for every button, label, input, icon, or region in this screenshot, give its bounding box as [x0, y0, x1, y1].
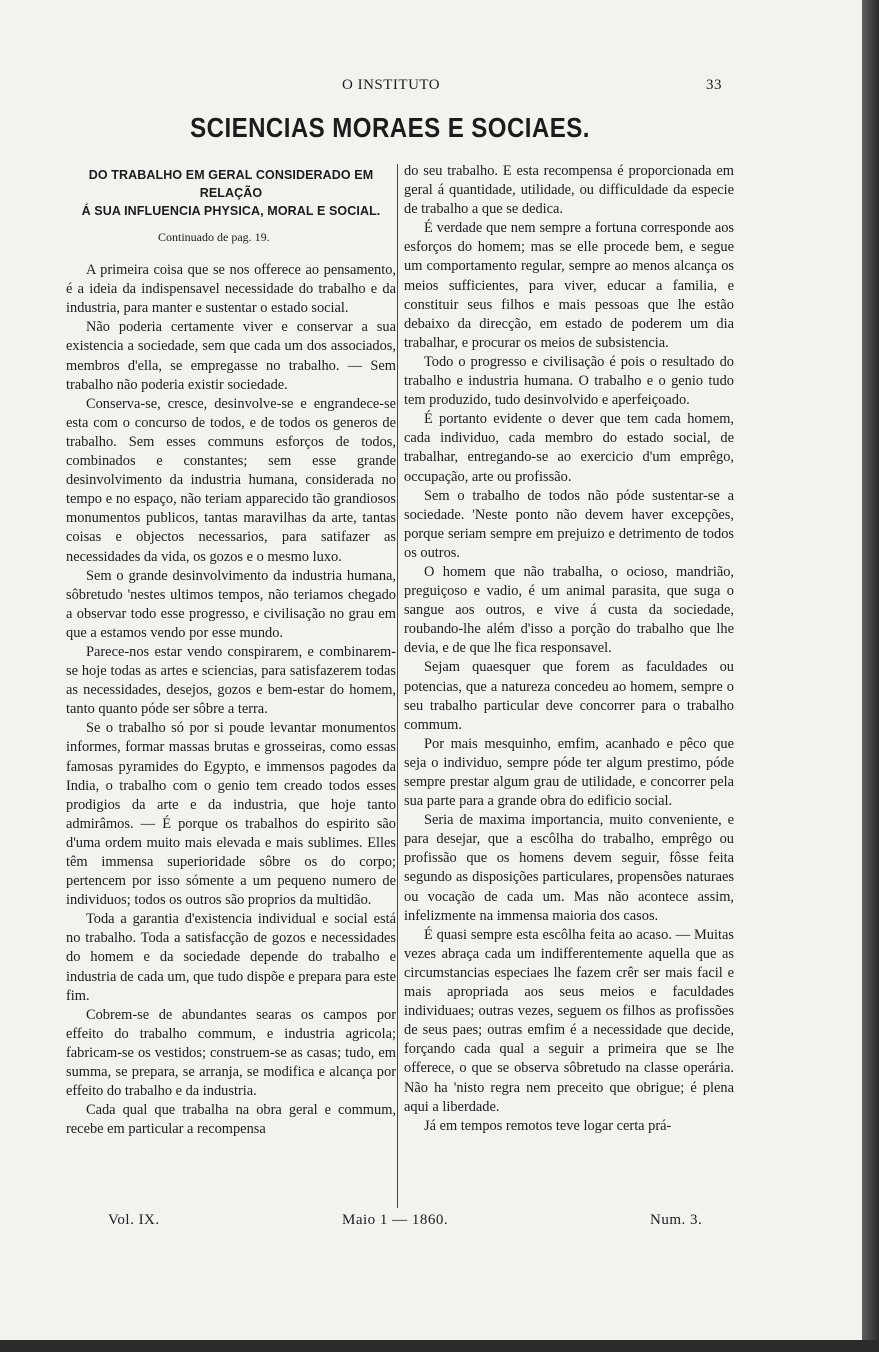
book-edge-right — [862, 0, 879, 1352]
paragraph: Se o trabalho só por si poude levantar monumentos informes, formar massas brutas e grosseiras, como essas famosas pyramides do Egypto, e immensos pagodes da India, o trabalho com o genio tem creado todos esses prodigios da arte e da industria, que hoje tanto admirâmos. — É porque os trabalhos do espirito são d'uma ordem muito mais elevada e mais sublimes. Elles têm immensa superioridade sôbre os do corpo; pertencem por isso sómente a um pequeno numero de individuos; todos os outros são proprios da multidão. — [66, 720, 396, 909]
article-title — [66, 166, 396, 220]
continuation-note: Continuado de pag. 19. — [158, 230, 270, 244]
paragraph: Sem o trabalho de todos não póde sustentar-se a sociedade. 'Neste ponto não devem haver excepções, porque seriam sempre em prejuizo e detrimento de todos os outros. — [404, 487, 734, 561]
paragraph: Sejam quaesquer que forem as faculdades ou potencias, que a natureza concedeu ao homem, sempre o seu trabalho particular deve concorrer para o trabalho commum. — [404, 659, 734, 733]
right-column — [404, 162, 734, 1136]
paragraph: É quasi sempre esta escôlha feita ao acaso. — Muitas vezes abraça cada um indifferentemente aquella que as circumstancias especiaes lhe fazem crêr ser mais facil e mais apropriada aos seus meios e faculdades individuaes; outras vezes, seguem os filhos as profissões de seus paes; outras emfim é a necessidade que decide, forçando cada qual a seguir a primeira que se lhe offerece, o que se observa sôbretudo na classe operária. Não ha 'nisto regra nem preceito que obrigue; é plena aqui a liberdade. — [404, 926, 734, 1115]
paragraph: Já em tempos remotos teve logar certa prá- — [424, 1117, 672, 1134]
paragraph: Sem o grande desinvolvimento da industria humana, sôbretudo 'nestes ultimos tempos, não teriamos chegado a observar todo esse progresso, e civilisação no grau em que a estamos vendo por esse mundo. — [66, 567, 396, 641]
issue-number: Num. 3. — [650, 1212, 703, 1228]
volume-label: Vol. IX. — [108, 1212, 160, 1228]
paragraph: A primeira coisa que se nos offerece ao pensamento, é a ideia da indispensavel necessidade do trabalho e da industria, para manter e sustentar o estado social. — [66, 262, 396, 317]
paragraph: Todo o progresso e civilisação é pois o resultado do trabalho e industria humana. O trabalho e o genio tudo tem produzido, tudo desinvolvido e aperfeiçoado. — [404, 353, 734, 409]
paragraph: Cada qual que trabalha na obra geral e commum, recebe em particular a recompensa — [66, 1102, 396, 1138]
paragraph: É verdade que nem sempre a fortuna corresponde aos esforços do homem; mas se elle procede bem, e segue um comportamento regular, sempre ao menos alcança os meios sufficientes, para viver, educar a familia, e constituir seus filhos e mais pessoas que lhe estão debaixo da direcção, em estado de poderem um dia trabalhar, e procurar os meios de subsistencia. — [404, 220, 734, 351]
paragraph: Seria de maxima importancia, muito conveniente, e para desejar, que a escôlha do trabalho, emprêgo ou profissão que os homens devem seguir, fôsse feita segundo as disposições particulares, propensões naturaes ou vocação de cada um. Mas não acontece assim, infelizmente na immensa maioria dos casos. — [404, 812, 734, 924]
paragraph: O homem que não trabalha, o ocioso, mandrião, preguiçoso e vadio, é um animal parasita, que suga o sangue aos outros, e vive á custa da sociedade, roubando-lhe além d'isso a porção do trabalho que lhe devia, e de que lhe fica responsavel. — [404, 563, 734, 657]
book-edge-bottom — [0, 1340, 879, 1352]
article-title-line-1: DO TRABALHO EM GERAL CONSIDERADO EM RELAÇÃO — [88, 168, 374, 200]
paragraph: Conserva-se, cresce, desinvolve-se e engrandece-se esta com o concurso de todos, e de todos os generos de trabalho. Sem esses communs esforços de todos, combinados e constantes; sem esse grande desinvolvimento da industria humana, considerada no tempo e no espaço, não teriam apparecido tão grandiosos monumentos publicos, tantas maravilhas da arte, tantas coisas e objectos necessarios, para satifazer as necessidades da vida, os gozos e o mesmo luxo. — [66, 395, 396, 565]
paragraph: É portanto evidente o dever que tem cada homem, cada individuo, cada membro do estado social, de trabalhar, entregando-se ao exercicio d'um emprêgo, occupação, arte ou profissão. — [404, 411, 734, 485]
paragraph: Cobrem-se de abundantes searas os campos por effeito do trabalho commum, e industria agricola; fabricam-se os vestidos; construem-se as casas; tudo, em summa, se prepara, se arranja, se modifica e alcança por effeito do trabalho e da industria. — [66, 1006, 396, 1100]
issue-date: Maio 1 — 1860. — [342, 1212, 449, 1228]
journal-title: O INSTITUTO — [342, 77, 441, 93]
paragraph: Não poderia certamente viver e conservar a sua existencia a sociedade, sem que cada um dos associados, membros d'ella, se empregasse no trabalho. — Sem trabalho não poderia existir sociedade. — [66, 319, 396, 393]
paragraph: do seu trabalho. E esta recompensa é proporcionada em geral á quantidade, utilidade, ou difficuldade da especie de trabalho a que se dedica. — [404, 163, 734, 218]
paragraph: Parece-nos estar vendo conspirarem, e combinarem-se hoje todas as artes e sciencias, para satisfazerem todas as necessidades, desejos, gozos e bem-estar do homem, tanto quanto póde ser sôbre a terra. — [66, 643, 396, 718]
left-column — [66, 162, 396, 1139]
page-number: 33 — [706, 77, 722, 93]
section-title: SCIENCIAS MORAES E SOCIAES. — [190, 112, 590, 143]
paragraph: Toda a garantia d'existencia individual e social está no trabalho. Toda a satisfacção de gozos e necessidades do homem e da sociedade depende do trabalho e industria de cada um, que tudo dispõe e prepara para este fim. — [66, 911, 396, 1004]
column-rule — [397, 164, 398, 1208]
article-title-line-2: Á SUA INFLUENCIA PHYSICA, MORAL E SOCIAL. — [81, 204, 381, 218]
paragraph: Por mais mesquinho, emfim, acanhado e pêco que seja o individuo, sempre póde ter algum prestimo, póde sempre prestar algum grau de utilidade, e concorrer pela sua parte para a grande obra do edificio social. — [404, 735, 734, 810]
